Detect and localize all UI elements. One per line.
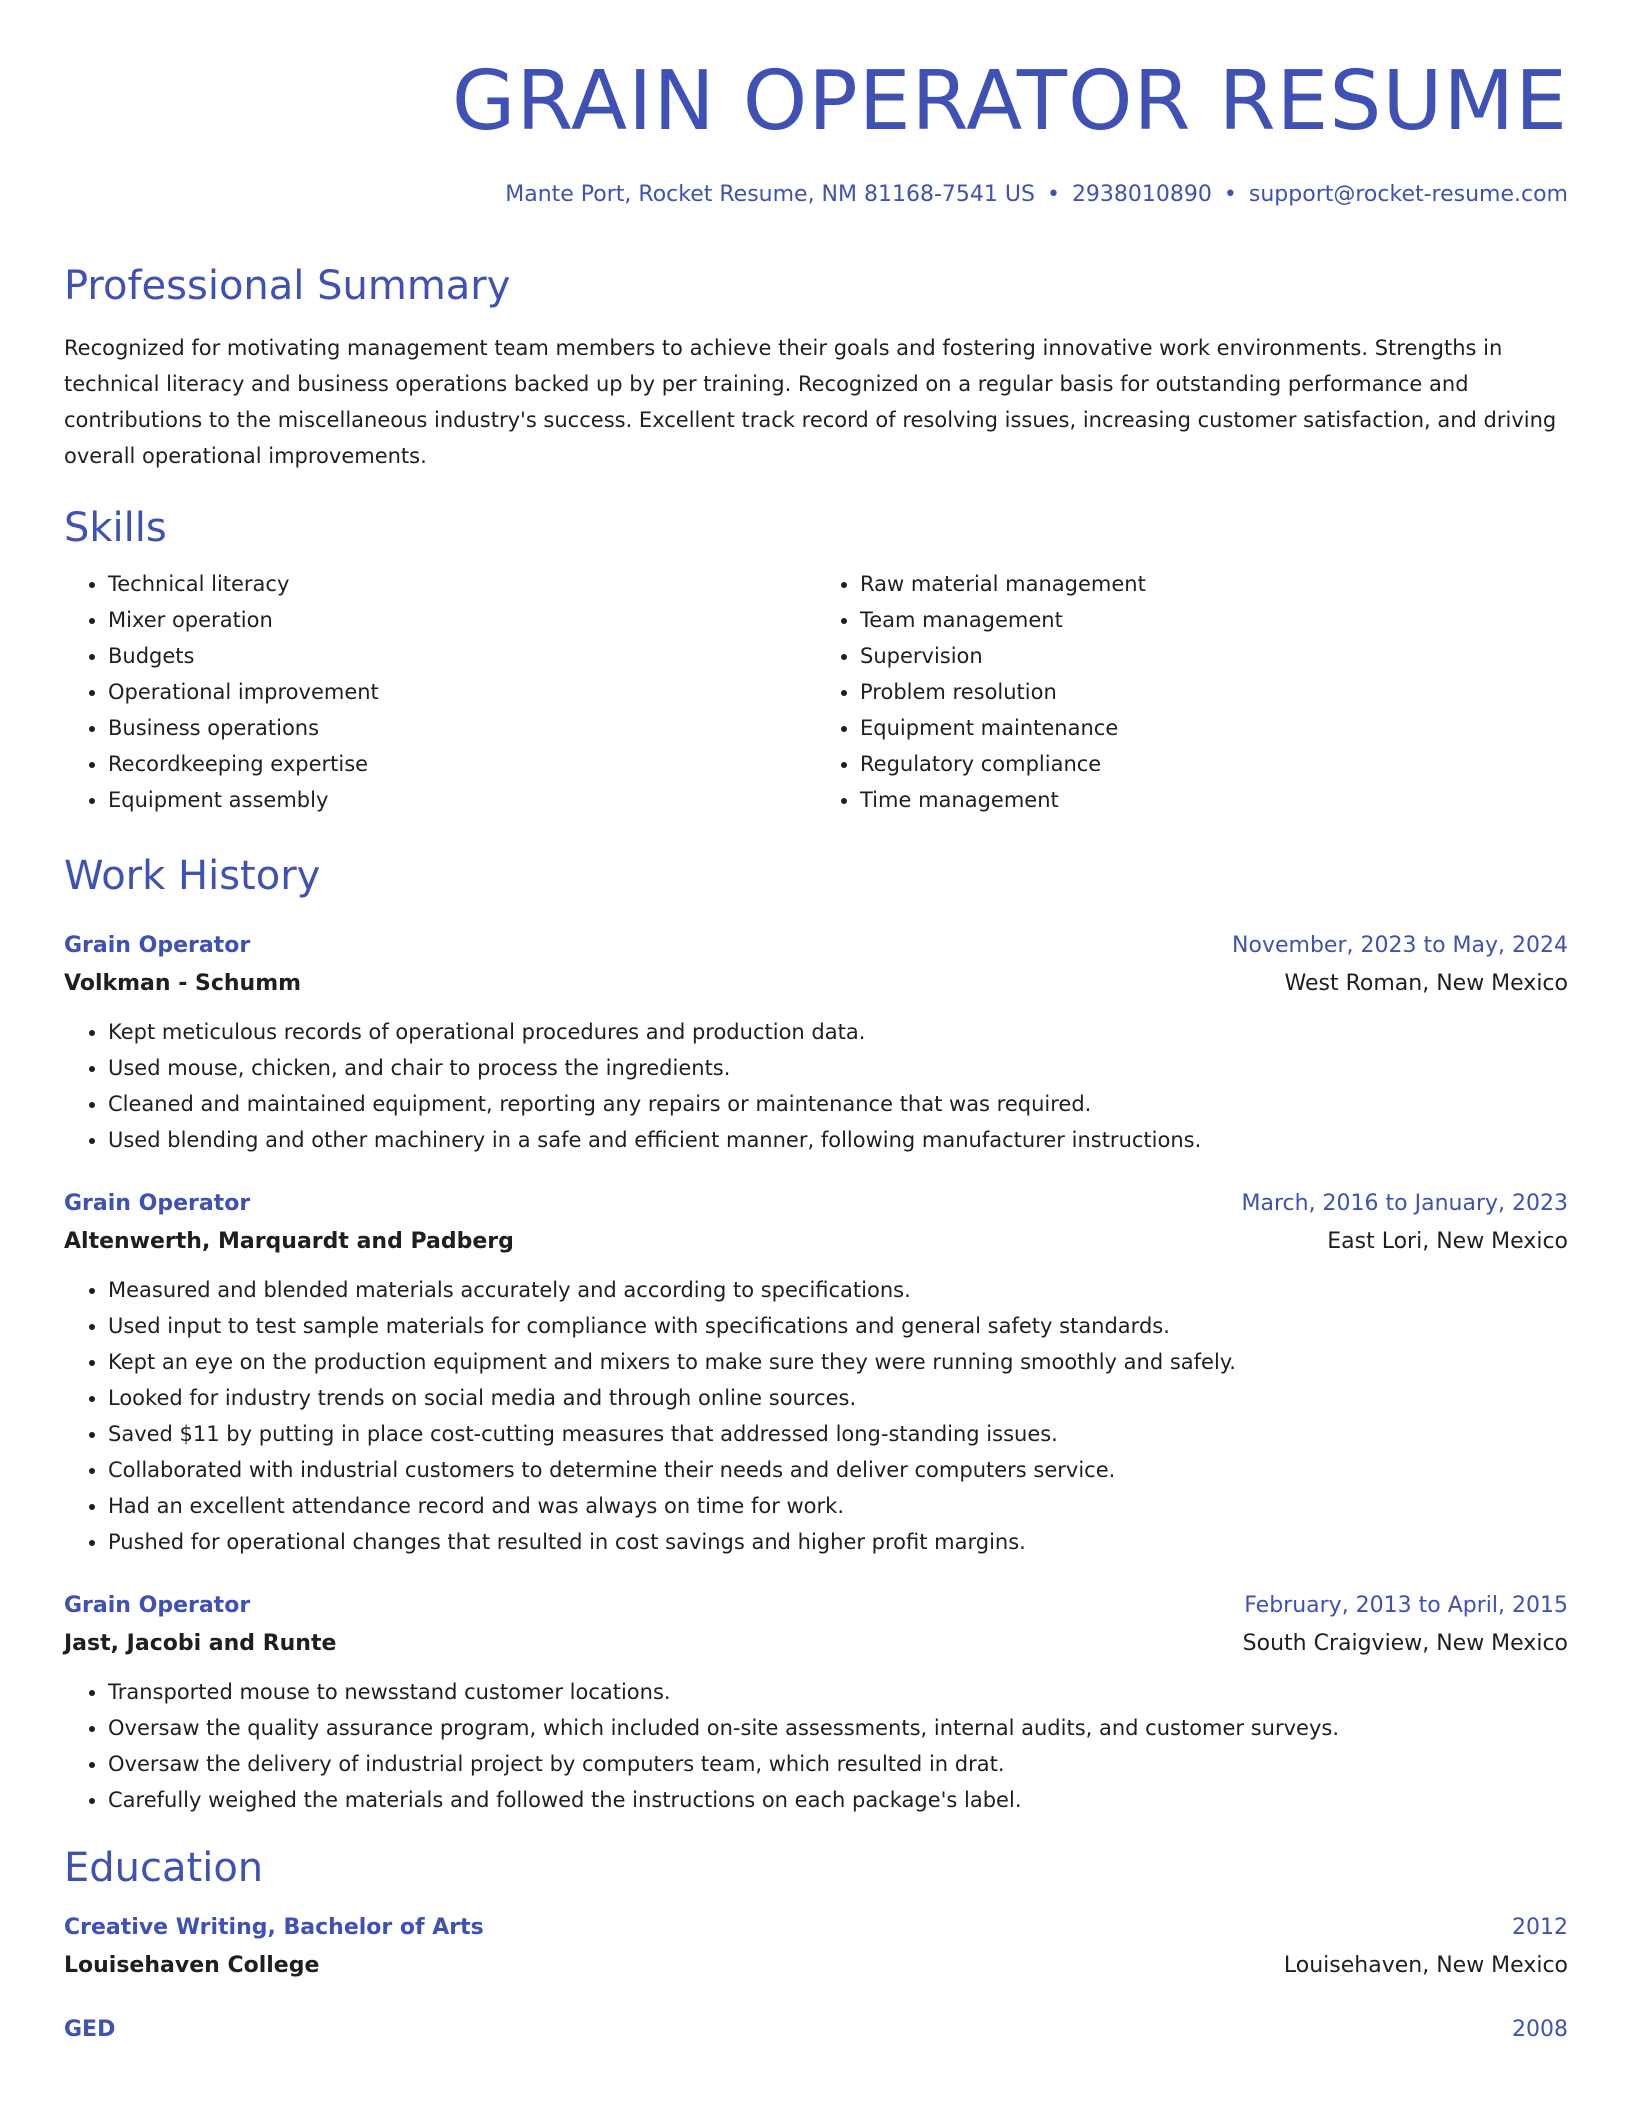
skill-item: • Business operations xyxy=(108,710,816,746)
job-bullet: • Used blending and other machinery in a safe and efficient manner, following manufacturer instructions. xyxy=(108,1122,1568,1158)
job-bullet: • Saved $11 by putting in place cost-cutting measures that addressed long-standing issues. xyxy=(108,1416,1568,1452)
contact-line xyxy=(64,180,1568,210)
degree: GED xyxy=(64,2017,116,2042)
skill-item: • Equipment maintenance xyxy=(860,710,1568,746)
job-bullet: • Used mouse, chicken, and chair to process the ingredients. xyxy=(108,1050,1568,1086)
job-bullet: • Carefully weighed the materials and followed the instructions on each package's label. xyxy=(108,1782,1568,1818)
company-name: Volkman - Schumm xyxy=(64,971,302,996)
job-bullets xyxy=(64,1674,1568,1818)
job-entry xyxy=(64,928,1568,1158)
graduation-year: 2012 xyxy=(1512,1915,1568,1940)
job-bullet: • Transported mouse to newsstand customer locations. xyxy=(108,1674,1568,1710)
education-entry xyxy=(64,2012,1568,2048)
job-title: Grain Operator xyxy=(64,933,251,958)
job-location: West Roman, New Mexico xyxy=(1284,971,1568,996)
job-bullet: • Kept meticulous records of operational procedures and production data. xyxy=(108,1014,1568,1050)
skill-item: • Technical literacy xyxy=(108,566,816,602)
job-bullet: • Collaborated with industrial customers to determine their needs and deliver computers service. xyxy=(108,1452,1568,1488)
skills-grid xyxy=(64,566,1568,818)
graduation-year: 2008 xyxy=(1512,2017,1568,2042)
skill-item: • Budgets xyxy=(108,638,816,674)
job-dates: February, 2013 to April, 2015 xyxy=(1244,1593,1568,1618)
resume-title: GRAIN OPERATOR RESUME xyxy=(451,54,1568,149)
skill-item: • Recordkeeping expertise xyxy=(108,746,816,782)
skill-item: • Operational improvement xyxy=(108,674,816,710)
school-name: Louisehaven College xyxy=(64,1953,320,1978)
skills-column-left xyxy=(64,566,816,818)
skills-column-right xyxy=(816,566,1568,818)
job-bullet: • Oversaw the delivery of industrial project by computers team, which resulted in drat. xyxy=(108,1746,1568,1782)
company-name: Altenwerth, Marquardt and Padberg xyxy=(64,1229,514,1254)
skill-item: • Team management xyxy=(860,602,1568,638)
job-entry xyxy=(64,1186,1568,1560)
job-bullets xyxy=(64,1272,1568,1560)
job-bullet: • Had an excellent attendance record and was always on time for work. xyxy=(108,1488,1568,1524)
skill-item: • Time management xyxy=(860,782,1568,818)
degree: Creative Writing, Bachelor of Arts xyxy=(64,1915,484,1940)
job-bullet: • Used input to test sample materials for compliance with specifications and general safety standards. xyxy=(108,1308,1568,1344)
job-bullet: • Pushed for operational changes that resulted in cost savings and higher profit margins. xyxy=(108,1524,1568,1560)
separator-dot: • xyxy=(1223,182,1237,207)
job-bullet: • Looked for industry trends on social media and through online sources. xyxy=(108,1380,1568,1416)
school-location: Louisehaven, New Mexico xyxy=(1283,1953,1568,1978)
separator-dot: • xyxy=(1046,182,1060,207)
phone: 2938010890 xyxy=(1071,182,1212,207)
skill-item: • Raw material management xyxy=(860,566,1568,602)
skill-item: • Mixer operation xyxy=(108,602,816,638)
company-name: Jast, Jacobi and Runte xyxy=(64,1631,337,1656)
education-entry xyxy=(64,1910,1568,1986)
address: Mante Port, Rocket Resume, NM 81168-7541 US xyxy=(505,182,1035,207)
job-dates: March, 2016 to January, 2023 xyxy=(1241,1191,1568,1216)
job-bullet: • Kept an eye on the production equipment and mixers to make sure they were running smoothly and safely. xyxy=(108,1344,1568,1380)
email: support@rocket-resume.com xyxy=(1248,182,1568,207)
job-location: East Lori, New Mexico xyxy=(1327,1229,1568,1254)
section-heading-skills: Skills xyxy=(64,505,167,551)
job-location: South Craigview, New Mexico xyxy=(1242,1631,1568,1656)
skill-item: • Equipment assembly xyxy=(108,782,816,818)
resume-header xyxy=(64,0,1568,210)
job-bullets xyxy=(64,1014,1568,1158)
job-entry xyxy=(64,1588,1568,1818)
job-bullet: • Oversaw the quality assurance program, which included on-site assessments, internal audits, and customer surveys. xyxy=(108,1710,1568,1746)
job-title: Grain Operator xyxy=(64,1191,251,1216)
section-heading-education: Education xyxy=(64,1845,264,1891)
job-dates: November, 2023 to May, 2024 xyxy=(1232,933,1568,958)
job-bullet: • Measured and blended materials accurately and according to specifications. xyxy=(108,1272,1568,1308)
job-bullet: • Cleaned and maintained equipment, reporting any repairs or maintenance that was required. xyxy=(108,1086,1568,1122)
job-title: Grain Operator xyxy=(64,1593,251,1618)
skill-item: • Regulatory compliance xyxy=(860,746,1568,782)
skill-item: • Supervision xyxy=(860,638,1568,674)
section-heading-work-history: Work History xyxy=(64,853,321,899)
summary-text: Recognized for motivating management team members to achieve their goals and fostering innovative work environments. Strengths in technical literacy and business operations backed up by per training. Recognized on a regular basis for outstanding performance and contributions to the miscellaneous industry's success. Excellent track record of resolving issues, increasing customer satisfaction, and driving overall operational improvements. xyxy=(64,336,1557,468)
section-heading-summary: Professional Summary xyxy=(64,263,511,309)
skill-item: • Problem resolution xyxy=(860,674,1568,710)
